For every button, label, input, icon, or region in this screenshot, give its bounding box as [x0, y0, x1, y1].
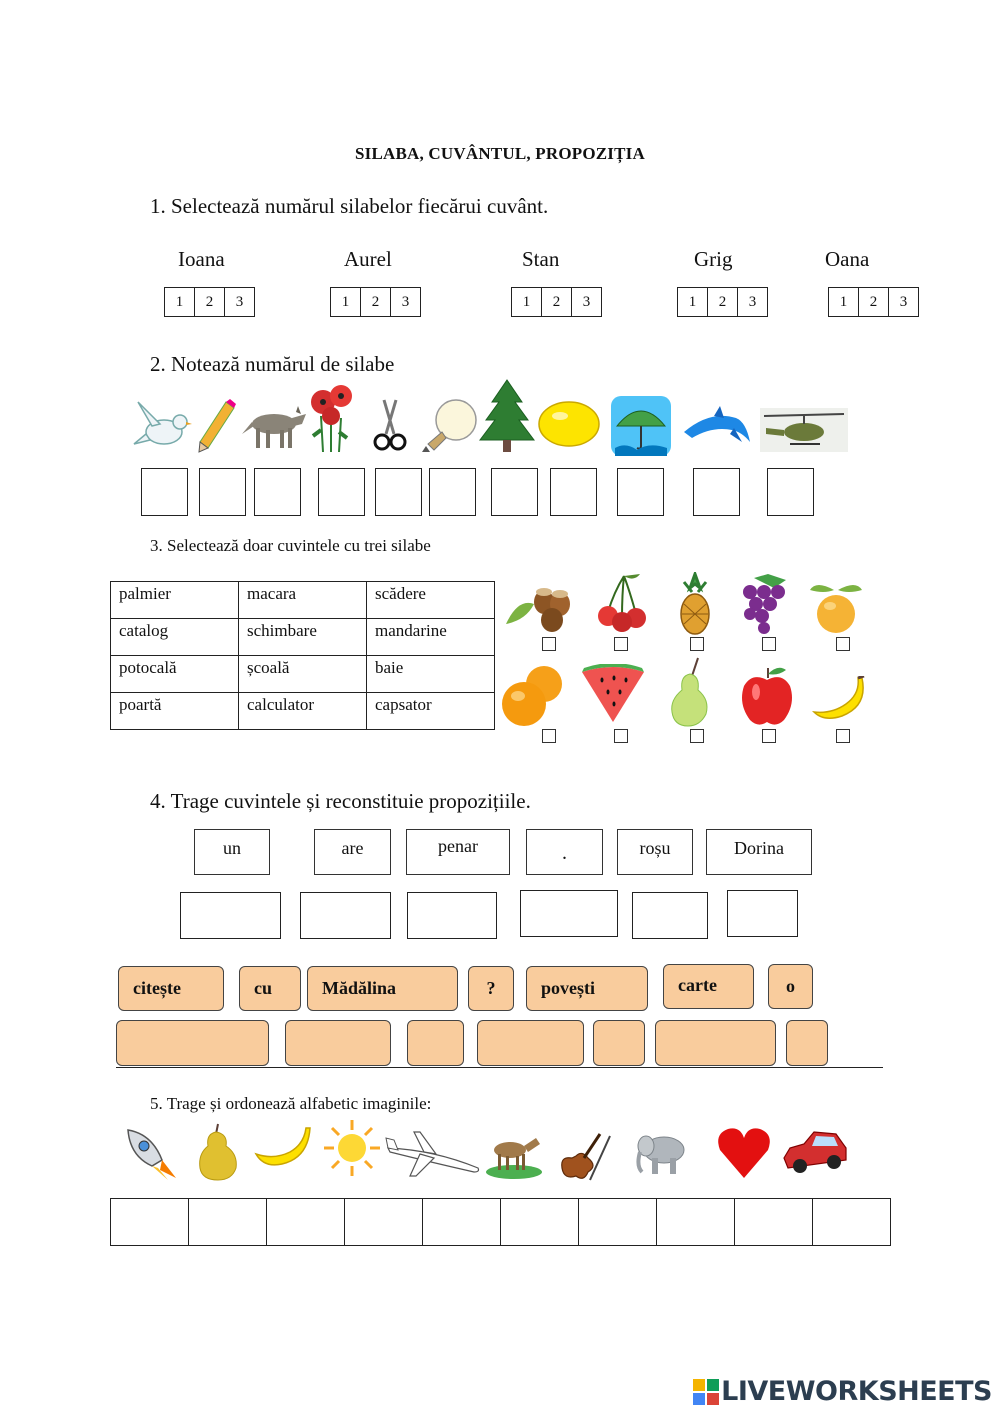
divider [116, 1067, 883, 1068]
option-1[interactable]: 1 [331, 288, 361, 316]
option-1[interactable]: 1 [165, 288, 195, 316]
violin-icon [554, 1126, 618, 1184]
word-tile[interactable]: o [768, 964, 813, 1009]
drop-zone[interactable] [579, 1199, 657, 1245]
drop-zone[interactable] [813, 1199, 890, 1245]
drop-zone[interactable] [423, 1199, 501, 1245]
apple-icon [738, 664, 796, 728]
orange-icon [500, 660, 566, 730]
word-tile[interactable]: carte [663, 964, 754, 1009]
question-1-label: 1. Selectează numărul silabelor fiecărui cuvânt. [150, 194, 549, 218]
option-3[interactable]: 3 [899, 293, 908, 310]
alphabetical-order-grid [110, 1198, 891, 1246]
sun-icon [320, 1118, 384, 1178]
word-cell[interactable]: catalog [111, 619, 239, 656]
word-grig: Grig [694, 247, 733, 271]
lightbulb-icon [418, 396, 480, 456]
syllable-count-box[interactable] [491, 468, 538, 516]
option-3[interactable]: 3 [235, 293, 244, 310]
apricot-icon [806, 576, 866, 636]
banana-icon [812, 676, 870, 722]
dove-icon [132, 394, 192, 456]
hazelnut-icon [504, 574, 580, 638]
logo-icon [693, 1379, 719, 1405]
word-oana: Oana [825, 247, 870, 271]
option-2[interactable]: 2 [361, 288, 391, 316]
syllable-count-box[interactable] [141, 468, 188, 516]
word-tile[interactable]: Dorina [706, 829, 812, 875]
drop-zone[interactable] [786, 1020, 828, 1066]
option-3[interactable]: 3 [748, 293, 757, 310]
scissors-icon [370, 398, 410, 454]
question-2-label: 2. Notează numărul de silabe [150, 352, 395, 376]
drop-zone[interactable] [657, 1199, 735, 1245]
drop-zone[interactable] [285, 1020, 391, 1066]
umbrella-icon [611, 396, 671, 456]
word-cell[interactable]: potocală [111, 656, 239, 693]
fruit-checkbox[interactable] [614, 729, 628, 743]
syllable-selector[interactable] [330, 287, 421, 317]
word-tile[interactable]: ? [468, 966, 514, 1011]
drop-zone[interactable] [116, 1020, 269, 1066]
word-tile[interactable]: are [314, 829, 391, 875]
word-cell[interactable]: schimbare [239, 619, 367, 656]
heart-icon [716, 1126, 772, 1180]
drop-zone[interactable] [180, 892, 281, 939]
lemon-icon [536, 398, 602, 450]
option-1[interactable]: 1 [512, 288, 542, 316]
word-tile[interactable]: roșu [617, 829, 693, 875]
question-3-label: 3. Selectează doar cuvintele cu trei silabe [150, 536, 431, 555]
option-2[interactable]: 2 [542, 288, 572, 316]
pineapple-icon [676, 572, 714, 636]
word-cell[interactable]: poartă [111, 693, 239, 730]
drop-zone[interactable] [267, 1199, 345, 1245]
word-cell[interactable]: scădere [367, 582, 495, 619]
syllable-count-box[interactable] [550, 468, 597, 516]
fruit-checkbox[interactable] [762, 729, 776, 743]
drop-zone[interactable] [189, 1199, 267, 1245]
drop-zone[interactable] [727, 890, 798, 937]
fruit-checkbox[interactable] [542, 729, 556, 743]
fruit-checkbox[interactable] [690, 637, 704, 651]
elephant-icon [634, 1126, 692, 1178]
fruit-checkbox[interactable] [762, 637, 776, 651]
word-tile[interactable]: cu [239, 966, 301, 1011]
drop-zone[interactable] [300, 892, 391, 939]
dolphin-icon [680, 402, 752, 452]
word-cell[interactable]: calculator [239, 693, 367, 730]
drop-zone[interactable] [407, 892, 497, 939]
word-tile[interactable]: povești [526, 966, 648, 1011]
option-1[interactable]: 1 [678, 288, 708, 316]
word-ioana: Ioana [178, 247, 225, 271]
syllable-selector[interactable] [511, 287, 602, 317]
word-cell[interactable]: macara [239, 582, 367, 619]
pear-icon [668, 656, 712, 728]
airplane-icon [384, 1128, 482, 1180]
wolf-icon [240, 400, 310, 452]
word-cell[interactable]: mandarine [367, 619, 495, 656]
drop-zone[interactable] [735, 1199, 813, 1245]
liveworksheets-logo [693, 1376, 992, 1407]
grapes-icon [734, 570, 794, 634]
rocket-icon [122, 1126, 180, 1182]
word-tile[interactable]: citește [118, 966, 224, 1011]
page-title: SILABA, CUVÂNTUL, PROPOZIȚIA [355, 144, 645, 163]
poppy-icon [303, 376, 359, 454]
drop-zone[interactable] [111, 1199, 189, 1245]
watermelon-icon [580, 664, 646, 726]
syllable-count-box[interactable] [693, 468, 740, 516]
drop-zone[interactable] [632, 892, 708, 939]
question-4-label: 4. Trage cuvintele și reconstituie propozițiile. [150, 789, 531, 813]
word-cell[interactable]: capsator [367, 693, 495, 730]
option-2[interactable]: 2 [708, 288, 738, 316]
drop-zone[interactable] [520, 890, 618, 937]
syllable-count-box[interactable] [767, 468, 814, 516]
pencil-icon [196, 398, 238, 454]
word-aurel: Aurel [344, 247, 392, 271]
word-tile[interactable]: Mădălina [307, 966, 458, 1011]
brand-name: LIVEWORKSHEETS [721, 1376, 992, 1407]
drop-zone[interactable] [477, 1020, 584, 1066]
syllable-count-box[interactable] [617, 468, 664, 516]
horse-icon [484, 1128, 544, 1180]
word-tile[interactable]: penar [406, 829, 510, 875]
fruit-checkbox[interactable] [614, 637, 628, 651]
fruit-checkbox[interactable] [836, 637, 850, 651]
word-table [110, 581, 495, 730]
word-tile[interactable]: un [194, 829, 270, 875]
option-3[interactable]: 3 [401, 293, 410, 310]
fruit-checkbox[interactable] [542, 637, 556, 651]
syllable-selector[interactable] [164, 287, 255, 317]
word-stan: Stan [522, 247, 560, 271]
word-cell[interactable]: școală [239, 656, 367, 693]
drop-zone[interactable] [501, 1199, 579, 1245]
question-5-label: 5. Trage și ordonează alfabetic imaginile: [150, 1094, 432, 1113]
drop-zone[interactable] [345, 1199, 423, 1245]
banana-icon [254, 1124, 314, 1170]
car-icon [780, 1128, 850, 1178]
syllable-count-box[interactable] [318, 468, 365, 516]
fir-tree-icon [478, 378, 536, 454]
syllable-selector[interactable] [677, 287, 768, 317]
word-tile[interactable]: . [526, 829, 603, 875]
fruit-checkbox[interactable] [690, 729, 704, 743]
option-2[interactable]: 2 [195, 288, 225, 316]
drop-zone[interactable] [593, 1020, 645, 1066]
syllable-count-box[interactable] [199, 468, 246, 516]
drop-zone[interactable] [407, 1020, 464, 1066]
option-1[interactable]: 1 [829, 288, 859, 316]
drop-zone[interactable] [655, 1020, 776, 1066]
cherries-icon [594, 572, 652, 636]
word-cell[interactable]: baie [367, 656, 495, 693]
syllable-selector[interactable] [828, 287, 919, 317]
syllable-count-box[interactable] [254, 468, 301, 516]
option-2[interactable]: 2 [859, 288, 889, 316]
fruit-checkbox[interactable] [836, 729, 850, 743]
syllable-count-box[interactable] [375, 468, 422, 516]
pear-icon [194, 1122, 242, 1182]
word-cell[interactable]: palmier [111, 582, 239, 619]
syllable-count-box[interactable] [429, 468, 476, 516]
helicopter-icon [760, 408, 848, 452]
option-3[interactable]: 3 [582, 293, 591, 310]
